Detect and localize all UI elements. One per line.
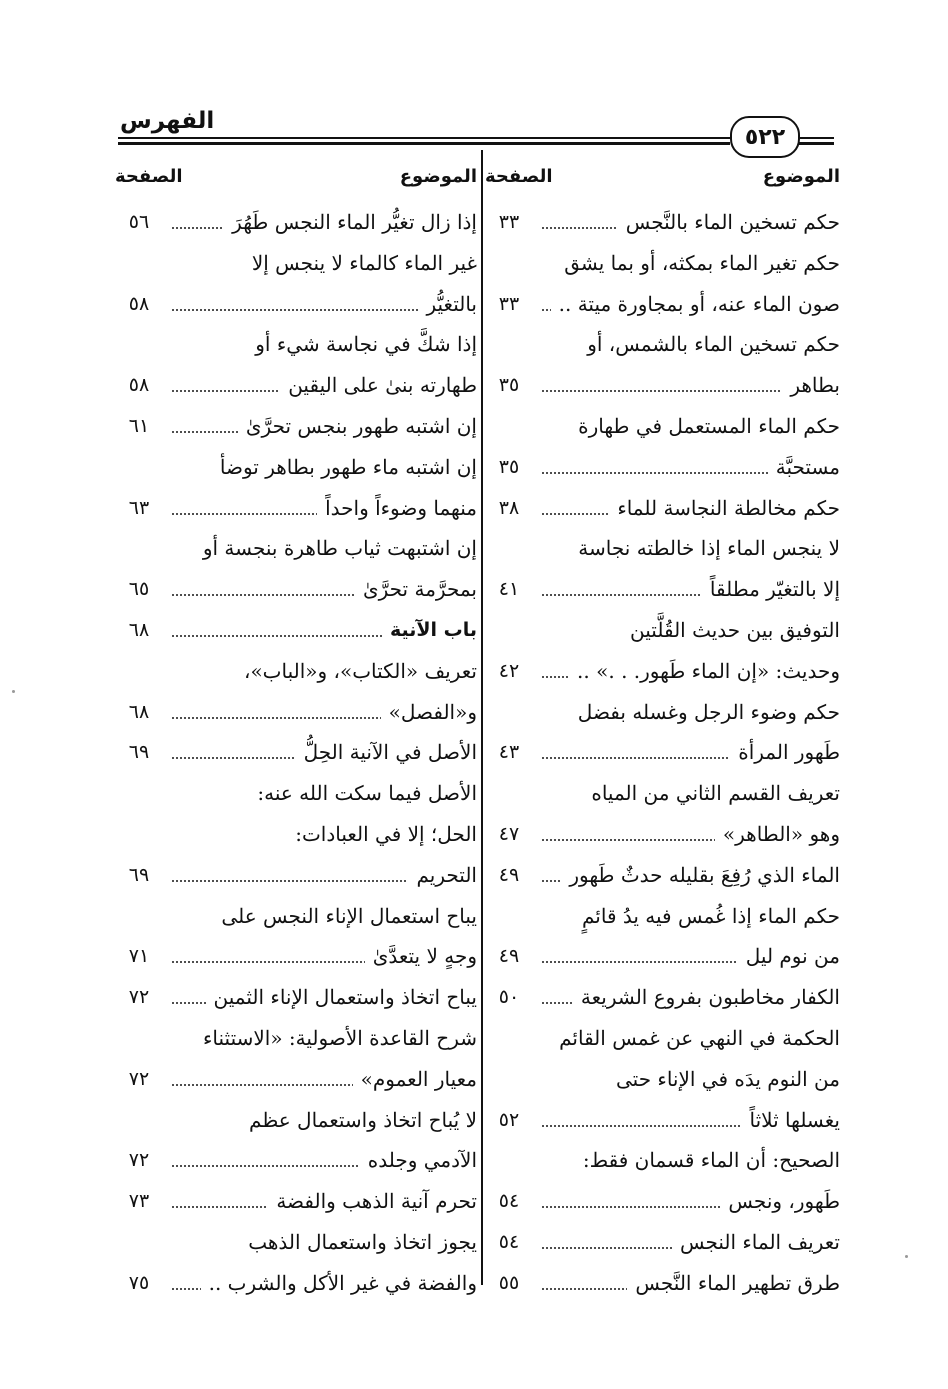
index-entry [485, 1222, 840, 1263]
entry-topic: الآدمي وجلده [367, 1148, 477, 1173]
index-rows [115, 202, 477, 1304]
entry-topic: والفضة في غير الأكل والشرب .. [208, 1270, 477, 1295]
entry-page-number: ٥٢ [498, 1108, 520, 1131]
entry-page-number: ٦٨ [128, 618, 150, 641]
column-header [115, 158, 477, 202]
entry-topic: طَهور المرأة [738, 740, 840, 765]
index-entry [115, 692, 477, 733]
index-entry [115, 447, 477, 488]
index-entry [485, 528, 840, 569]
dot-leader [171, 1165, 360, 1167]
column-header [485, 158, 840, 202]
index-entry [485, 1059, 840, 1100]
entry-topic: الحكمة في النهي عن غمس القائم [559, 1025, 840, 1050]
dot-leader [171, 635, 382, 637]
entry-page-number: ٣٣ [498, 292, 520, 315]
entry-topic: يباح اتخاذ واستعمال الإناء الثمين [213, 985, 477, 1010]
index-entry [485, 977, 840, 1018]
entry-topic: حكم وضوء الرجل وغسله بفضل [577, 699, 840, 724]
index-entry [485, 324, 840, 365]
entry-topic: التحريم [416, 862, 477, 887]
index-entry [485, 1263, 840, 1304]
entry-topic: لا ينجس الماء إذا خالطته نجاسة [578, 536, 840, 561]
entry-topic: التوفيق بين حديث القُلَّتين [630, 617, 840, 642]
scan-speck [12, 690, 15, 693]
index-entry [485, 202, 840, 243]
dot-leader [171, 227, 224, 229]
entry-topic: يغسلها ثلاثاً [749, 1107, 840, 1132]
index-entry [485, 447, 840, 488]
dot-leader [171, 513, 317, 515]
dot-leader [541, 472, 768, 474]
index-entry [115, 651, 477, 692]
index-entry [115, 324, 477, 365]
index-entry [115, 1181, 477, 1222]
entry-topic: لا يُباح اتخاذ واستعمال عظم [249, 1107, 477, 1132]
entry-page-number: ٤٧ [498, 822, 520, 845]
page-header: الصفحة [485, 166, 553, 187]
entry-page-number: ٣٥ [498, 374, 520, 397]
dot-leader [171, 1084, 353, 1086]
chapter-heading: باب الآنية [389, 618, 477, 641]
entry-page-number: ٥٨ [128, 292, 150, 315]
dot-leader [171, 431, 238, 433]
dot-leader [171, 309, 418, 311]
entry-page-number: ٣٨ [498, 496, 520, 519]
entry-topic: معيار العموم» [360, 1066, 477, 1091]
entry-topic: الأصل في الآنية الحِلُّ [303, 740, 477, 765]
dot-leader [541, 1002, 573, 1004]
column-divider [481, 150, 483, 1285]
entry-topic: غير الماء كالماء لا ينجس إلا [251, 250, 477, 275]
header-rule-right-top [798, 137, 834, 139]
index-entry [485, 1100, 840, 1141]
dot-leader [171, 717, 381, 719]
header-rule-bottom [118, 142, 730, 145]
entry-topic: إن اشتبهت ثياب طاهرة بنجسة أو [202, 536, 477, 561]
index-entry [485, 610, 840, 651]
index-entry [485, 569, 840, 610]
entry-topic: الماء الذي رُفِعَ بقليله حدثٌ طَهور [569, 862, 840, 887]
entry-page-number: ٣٥ [498, 455, 520, 478]
index-entry [115, 243, 477, 284]
index-entry [485, 855, 840, 896]
index-entry [115, 1100, 477, 1141]
dot-leader [171, 1288, 201, 1290]
index-entry [115, 569, 477, 610]
entry-topic: يجوز اتخاذ واستعمال الذهب [248, 1229, 477, 1254]
entry-page-number: ٦٣ [128, 496, 150, 519]
index-column-left [115, 158, 477, 1304]
entry-topic: الحل؛ إلا في العبادات: [295, 821, 477, 846]
entry-topic: حكم تسخين الماء بالشمس، أو [587, 332, 840, 357]
entry-topic: حكم مخالطة النجاسة للماء [617, 495, 840, 520]
index-entry [485, 488, 840, 529]
entry-page-number: ٥٤ [498, 1190, 520, 1213]
entry-topic: طرق تطهير الماء النَّجس [635, 1270, 840, 1295]
dot-leader [541, 1206, 720, 1208]
entry-topic: وحديث: «إن الماء طَهور. . .» .. [577, 658, 840, 683]
index-entry [485, 651, 840, 692]
entry-topic: من النوم يدَه في الإناء حتى [616, 1066, 840, 1091]
dot-leader [171, 961, 365, 963]
entry-topic: طَهور، ونجس [728, 1189, 840, 1214]
index-entry [485, 243, 840, 284]
entry-page-number: ٥٦ [128, 211, 150, 233]
entry-topic: صون الماء عنه، أو بمجاورة ميتة .. [558, 291, 840, 316]
dot-leader [541, 880, 561, 882]
entry-page-number: ٧٣ [128, 1190, 150, 1213]
entry-topic: شرح القاعدة الأصولية: «الاستثناء [203, 1025, 477, 1050]
entry-page-number: ٥٥ [498, 1271, 520, 1294]
entry-topic: تعريف «الكتاب»، و«الباب»، [243, 658, 477, 683]
index-entry [485, 1140, 840, 1181]
entry-page-number: ٦١ [128, 414, 150, 437]
index-entry [115, 977, 477, 1018]
dot-leader [541, 227, 618, 229]
dot-leader [541, 594, 702, 596]
entry-topic: بمحرَّمة تحرَّىٰ [362, 577, 477, 602]
entry-topic: و«الفصل» [388, 699, 477, 724]
entry-topic: يباح استعمال الإناء النجس على [221, 903, 477, 928]
index-entry [115, 1140, 477, 1181]
running-header-title: الفهرس [120, 108, 215, 134]
entry-page-number: ٦٥ [128, 578, 150, 601]
entry-page-number: ٥٤ [498, 1230, 520, 1253]
index-entry [115, 1059, 477, 1100]
dot-leader [171, 757, 296, 759]
entry-page-number: ٤٣ [498, 741, 520, 764]
index-entry [115, 1222, 477, 1263]
entry-topic: طهارته بنىٰ على اليقين [288, 373, 477, 398]
dot-leader [541, 1125, 741, 1127]
entry-page-number: ٧٢ [128, 1149, 150, 1172]
entry-topic: تعريف القسم الثاني من المياه [591, 781, 840, 806]
dot-leader [541, 513, 609, 515]
entry-page-number: ٦٩ [128, 863, 150, 886]
entry-topic: بالتغيُّر [426, 291, 477, 316]
index-entry [115, 202, 477, 243]
dot-leader [171, 390, 280, 392]
index-entry [485, 896, 840, 937]
index-entry [115, 610, 477, 651]
entry-topic: بطاهر [790, 373, 840, 398]
topic-header: الموضوع [762, 166, 840, 187]
index-entry [485, 773, 840, 814]
index-entry [485, 1018, 840, 1059]
page-header: الصفحة [115, 166, 183, 187]
index-entry [115, 1263, 477, 1304]
entry-topic: إن اشتبه طهور بنجس تحرَّىٰ [245, 413, 477, 438]
index-entry [115, 773, 477, 814]
entry-topic: حكم الماء المستعمل في طهارة [578, 413, 840, 438]
dot-leader [541, 961, 738, 963]
entry-topic: إن اشتبه ماء طهور بطاهر توضأ [219, 454, 477, 479]
index-entry [115, 936, 477, 977]
entry-topic: إذا زال تغيُّر الماء النجس طَهُرَ [232, 210, 477, 234]
entry-page-number: ٦٨ [128, 700, 150, 723]
entry-page-number: ٧٢ [128, 986, 150, 1009]
index-entry [115, 365, 477, 406]
dot-leader [541, 1288, 627, 1290]
entry-page-number: ٥٨ [128, 374, 150, 397]
index-entry [115, 855, 477, 896]
index-entry [485, 1181, 840, 1222]
dot-leader [171, 1002, 206, 1004]
index-entry [485, 732, 840, 773]
header-rule-top [118, 137, 730, 139]
entry-topic: الأصل فيما سكت الله عنه: [257, 781, 477, 806]
entry-topic: حكم تغير الماء بمكثه، أو بما يشق [564, 250, 840, 275]
dot-leader [541, 309, 551, 311]
entry-page-number: ٤٩ [498, 863, 520, 886]
header-rule-right-bottom [798, 142, 834, 145]
dot-leader [541, 839, 715, 841]
entry-topic: الكفار مخاطبون بفروع الشريعة [580, 985, 840, 1010]
index-entry [115, 406, 477, 447]
entry-topic: مستحبَّة [775, 454, 840, 479]
index-entry [115, 488, 477, 529]
topic-header: الموضوع [399, 166, 477, 187]
index-entry [115, 732, 477, 773]
index-entry [485, 406, 840, 447]
index-entry [485, 365, 840, 406]
dot-leader [541, 676, 569, 678]
entry-page-number: ٤٩ [498, 945, 520, 968]
entry-topic: وهو «الطاهر» [722, 821, 840, 846]
entry-page-number: ٧٢ [128, 1067, 150, 1090]
entry-page-number: ٤١ [498, 578, 520, 601]
index-entry [115, 896, 477, 937]
dot-leader [171, 880, 408, 882]
entry-topic: إلا بالتغيّر مطلقاً [709, 577, 840, 602]
index-entry [485, 692, 840, 733]
index-entry [115, 814, 477, 855]
index-rows [485, 202, 840, 1304]
entry-topic: الصحيح: أن الماء قسمان فقط: [582, 1148, 840, 1173]
index-column-right [485, 158, 840, 1304]
index-entry [485, 936, 840, 977]
dot-leader [541, 1247, 672, 1249]
entry-topic: حكم تسخين الماء بالنَّجس [625, 210, 840, 234]
entry-topic: من نوم ليل [745, 944, 840, 969]
index-entry [115, 528, 477, 569]
dot-leader [541, 757, 730, 759]
page-number-badge: ٥٢٢ [730, 116, 800, 158]
index-entry [485, 814, 840, 855]
entry-page-number: ٧١ [128, 945, 150, 968]
entry-topic: إذا شكَّ في نجاسة شيء أو [255, 332, 477, 357]
entry-topic: حكم الماء إذا غُمس فيه يدُ قائمٍ [581, 903, 840, 928]
index-entry [115, 1018, 477, 1059]
entry-topic: منهما وضوءاً واحداً [325, 495, 477, 520]
index-entry [115, 284, 477, 325]
entry-page-number: ٦٩ [128, 741, 150, 764]
entry-page-number: ٣٣ [498, 211, 520, 233]
entry-page-number: ٥٠ [498, 986, 520, 1009]
entry-page-number: ٧٥ [128, 1271, 150, 1294]
entry-topic: وجهٍ لا يتعدَّىٰ [372, 944, 477, 969]
dot-leader [171, 594, 355, 596]
entry-topic: تحرم آنية الذهب والفضة [276, 1189, 477, 1214]
dot-leader [541, 390, 782, 392]
entry-topic: تعريف الماء النجس [679, 1229, 840, 1254]
dot-leader [171, 1206, 268, 1208]
entry-page-number: ٤٢ [498, 659, 520, 682]
index-entry [485, 284, 840, 325]
scan-speck [905, 1255, 908, 1258]
